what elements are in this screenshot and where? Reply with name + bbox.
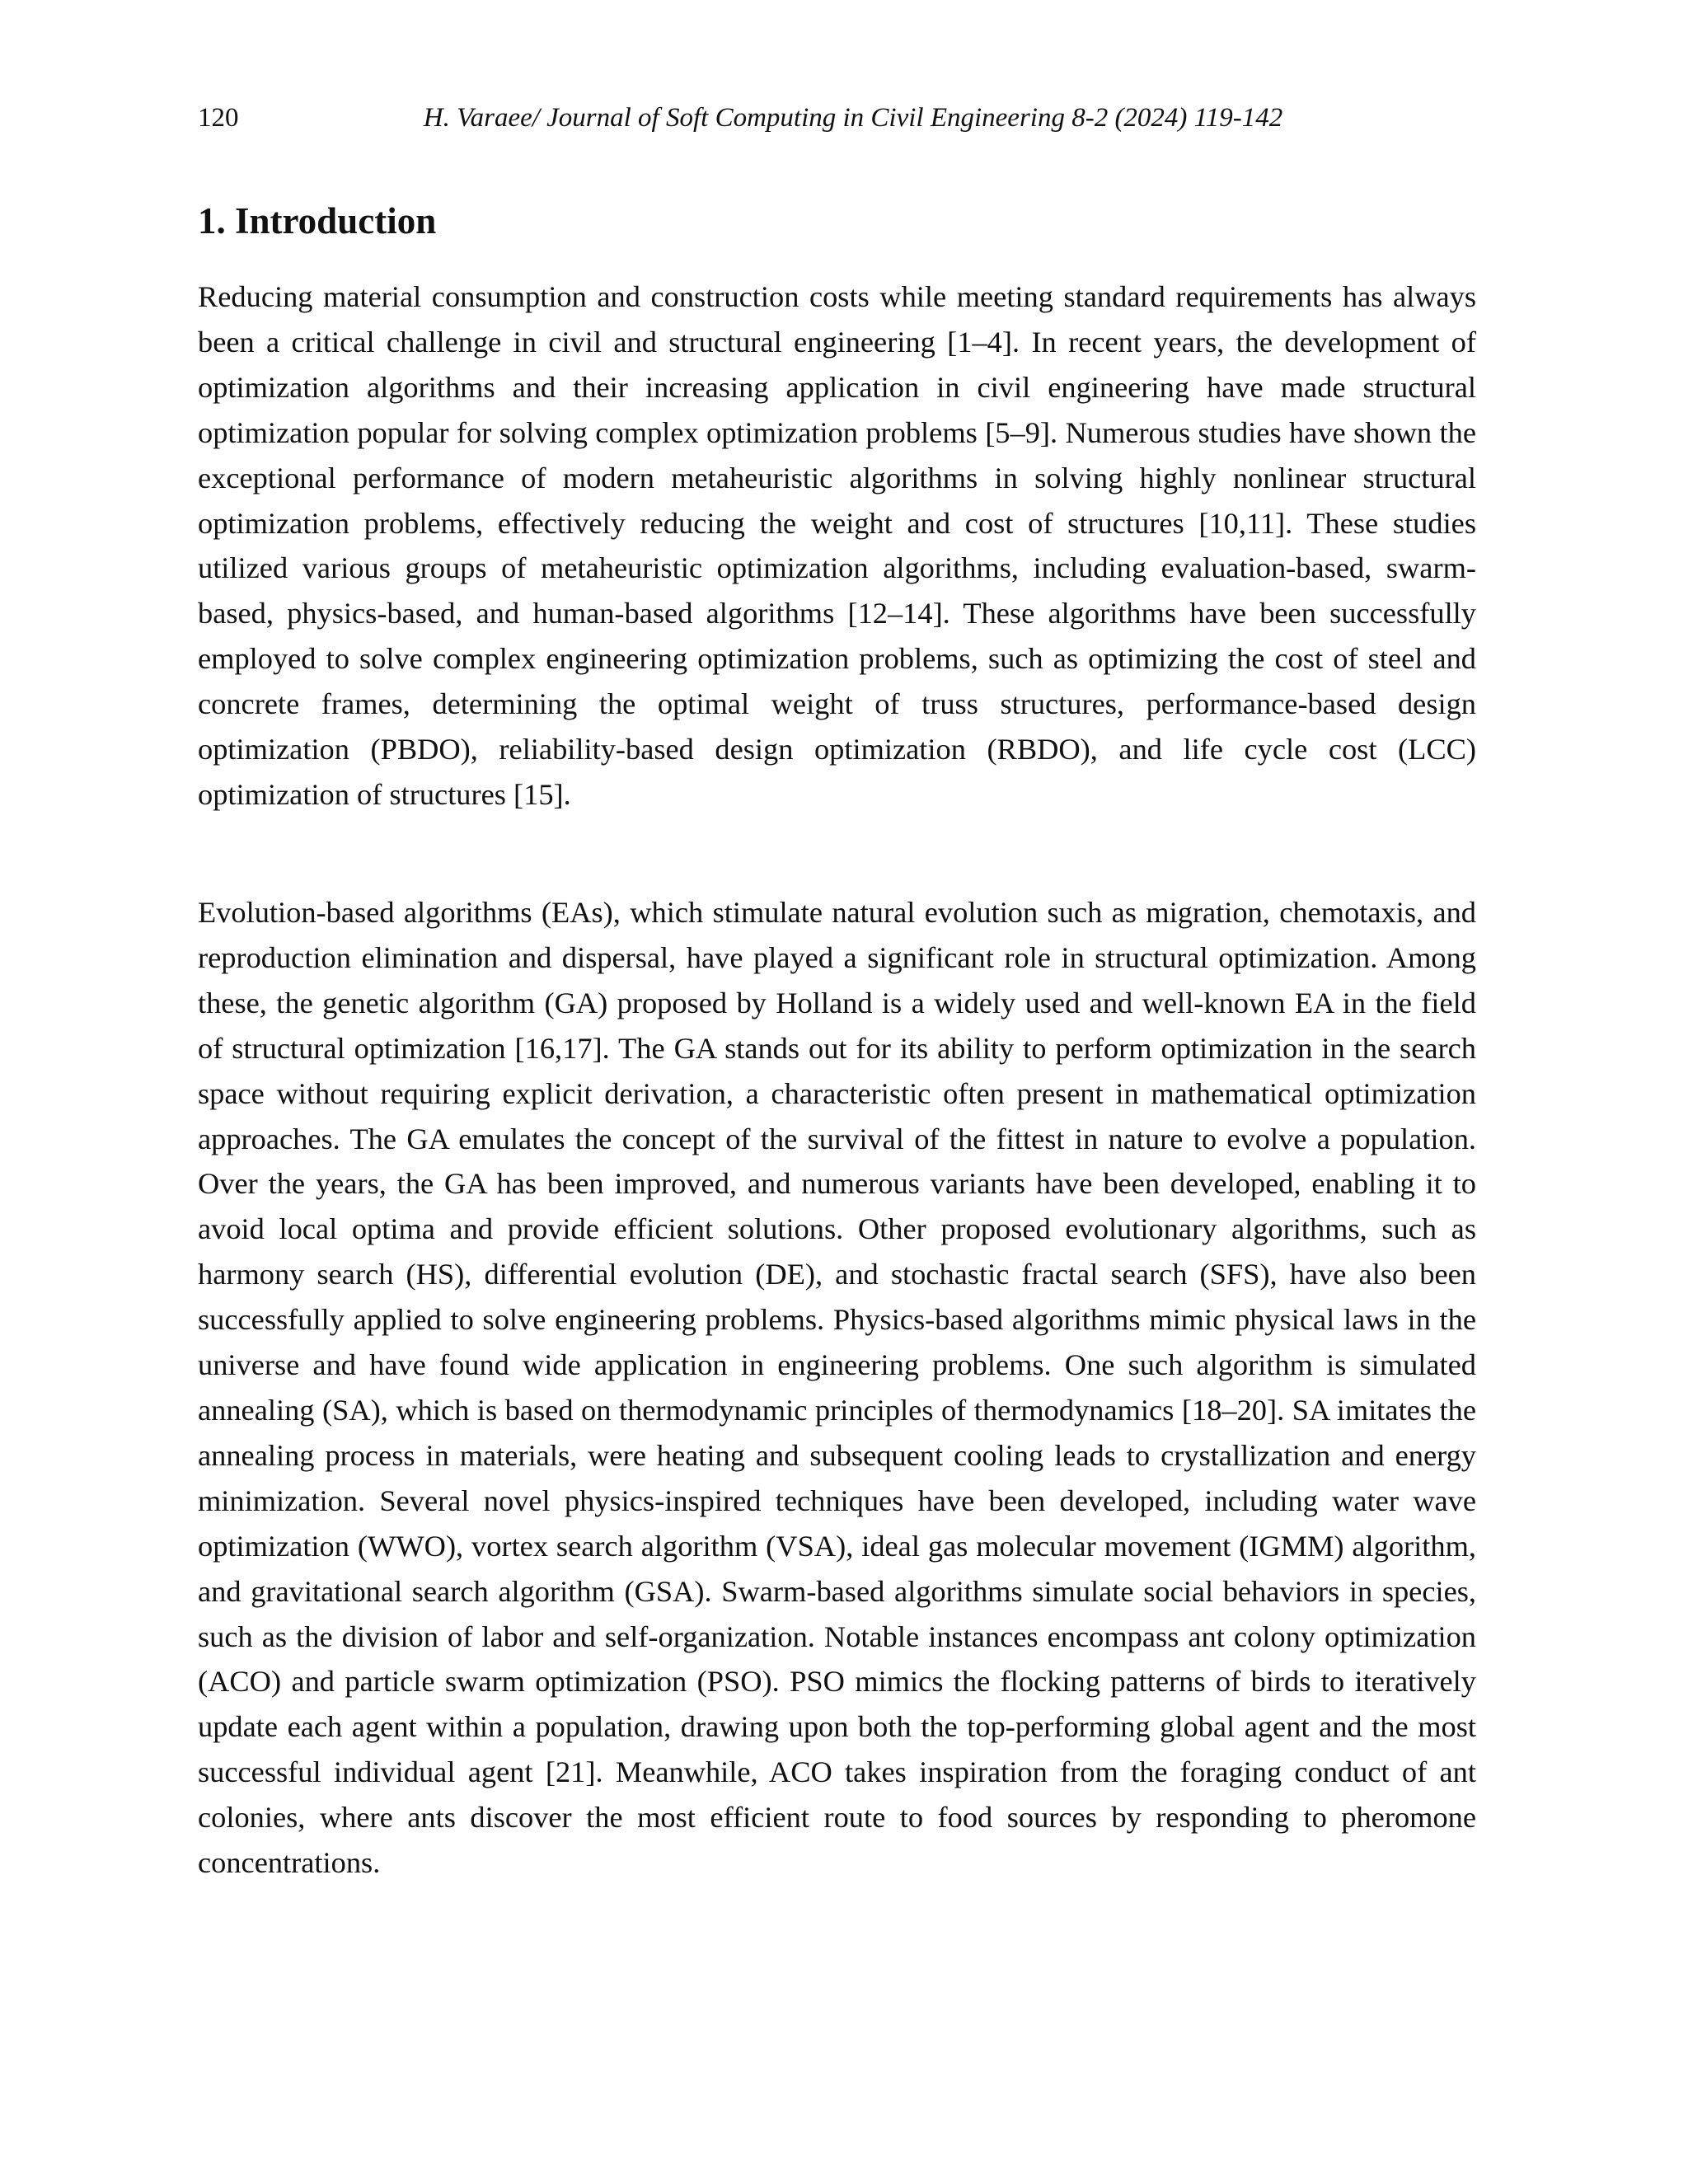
running-header	[198, 97, 1475, 138]
page-number: 120	[198, 103, 239, 133]
section-heading: 1. Introduction	[198, 200, 437, 241]
body-paragraph: Reducing material consumption and construction costs while meeting standard requirements has always been a critical challenge in civil and structural engineering [1–4]. In recent years, the development of optimization algorithms and their increasing application in civil engineering have made structural optimization popular for solving complex optimization problems [5–9]. Numerous studies have shown the exceptional performance of modern metaheuristic algorithms in solving highly nonlinear structural optimization problems, effectively reducing the weight and cost of structures [10,11]. These studies utilized various groups of metaheuristic optimization algorithms, including evaluation-based, swarm-based, physics-based, and human-based algorithms [12–14]. These algorithms have been successfully employed to solve complex engineering optimization problems, such as optimizing the cost of steel and concrete frames, determining the optimal weight of truss structures, performance-based design optimization (PBDO), reliability-based design optimization (RBDO), and life cycle cost (LCC) optimization of structures [15].	[198, 280, 1476, 811]
body-paragraph: Evolution-based algorithms (EAs), which stimulate natural evolution such as migration, chemotaxis, and reproduction elimination and dispersal, have played a significant role in structural optimization. Among these, the genetic algorithm (GA) proposed by Holland is a widely used and well-known EA in the field of structural optimization [16,17]. The GA stands out for its ability to perform optimization in the search space without requiring explicit derivation, a characteristic often present in mathematical optimization approaches. The GA emulates the concept of the survival of the fittest in nature to evolve a population. Over the years, the GA has been improved, and numerous variants have been developed, enabling it to avoid local optima and provide efficient solutions. Other proposed evolutionary algorithms, such as harmony search (HS), differential evolution (DE), and stochastic fractal search (SFS), have also been successfully applied to solve engineering problems. Physics-based algorithms mimic physical laws in the universe and have found wide application in engineering problems. One such algorithm is simulated annealing (SA), which is based on thermodynamic principles of thermodynamics [18–20]. SA imitates the annealing process in materials, were heating and subsequent cooling leads to crystallization and energy minimization. Several novel physics-inspired techniques have been developed, including water wave optimization (WWO), vortex search algorithm (VSA), ideal gas molecular movement (IGMM) algorithm, and gravitational search algorithm (GSA). Swarm-based algorithms simulate social behaviors in species, such as the division of labor and self-organization. Notable instances encompass ant colony optimization (ACO) and particle swarm optimization (PSO). PSO mimics the flocking patterns of birds to iteratively update each agent within a population, drawing upon both the top-performing global agent and the most successful individual agent [21]. Meanwhile, ACO takes inspiration from the foraging conduct of ant colonies, where ants discover the most efficient route to food sources by responding to pheromone concentrations.	[198, 896, 1476, 1880]
journal-citation: H. Varaee/ Journal of Soft Computing in Civil Engineering 8-2 (2024) 119-142	[423, 103, 1283, 133]
